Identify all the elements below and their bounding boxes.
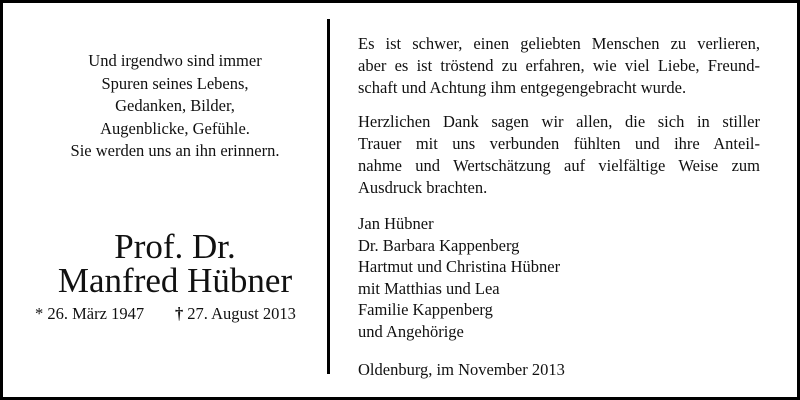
text-line: nahme und Wertschätzung auf vielfältige Weise zum <box>358 156 760 175</box>
poem <box>25 50 325 163</box>
death-date: 27. August 2013 <box>187 304 296 323</box>
thanks-paragraph-1 <box>358 33 760 99</box>
signer: Jan Hübner <box>358 214 434 233</box>
deceased-name: Manfred Hübner <box>57 261 293 300</box>
thanks-text <box>358 33 760 199</box>
cross-icon: † <box>175 304 184 323</box>
birth-date: * 26. März 1947 <box>35 304 145 323</box>
signer: mit Matthias und Lea <box>358 278 500 298</box>
signers-list <box>358 213 560 342</box>
text-line: Trauer mit uns verbunden fühlten und ihre Anteil- <box>358 134 760 153</box>
place-and-date: Oldenburg, im November 2013 <box>358 360 565 379</box>
text-line: Herzlichen Dank sagen wir allen, die sich in stiller <box>358 112 760 131</box>
signer: Hartmut und Christina Hübner <box>358 257 561 276</box>
signer: Dr. Barbara Kappenberg <box>358 235 520 255</box>
text-line: aber es ist tröstend zu erfahren, wie viel Liebe, Freund- <box>358 56 760 75</box>
death-date-group <box>175 304 296 324</box>
deceased-name-block <box>25 227 325 300</box>
poem-line: Gedanken, Bilder, <box>115 96 235 115</box>
signer: Familie Kappenberg <box>358 300 493 319</box>
deceased-title: Prof. Dr. <box>114 227 236 266</box>
signer: und Angehörige <box>358 321 464 341</box>
text-line: Ausdruck brachten. <box>358 178 488 197</box>
poem-line: Und irgendwo sind immer <box>88 51 262 70</box>
poem-line: Sie werden uns an ihn erinnern. <box>70 141 280 160</box>
vertical-divider <box>327 19 330 374</box>
poem-line: Augenblicke, Gefühle. <box>100 118 250 138</box>
left-column <box>25 3 325 397</box>
poem-line: Spuren seines Lebens, <box>101 73 249 93</box>
text-line: schaft und Achtung ihm entgegengebracht wurde. <box>358 78 687 97</box>
thanks-paragraph-2 <box>358 111 760 199</box>
text-line: Es ist schwer, einen geliebten Menschen zu verlieren, <box>358 34 760 53</box>
